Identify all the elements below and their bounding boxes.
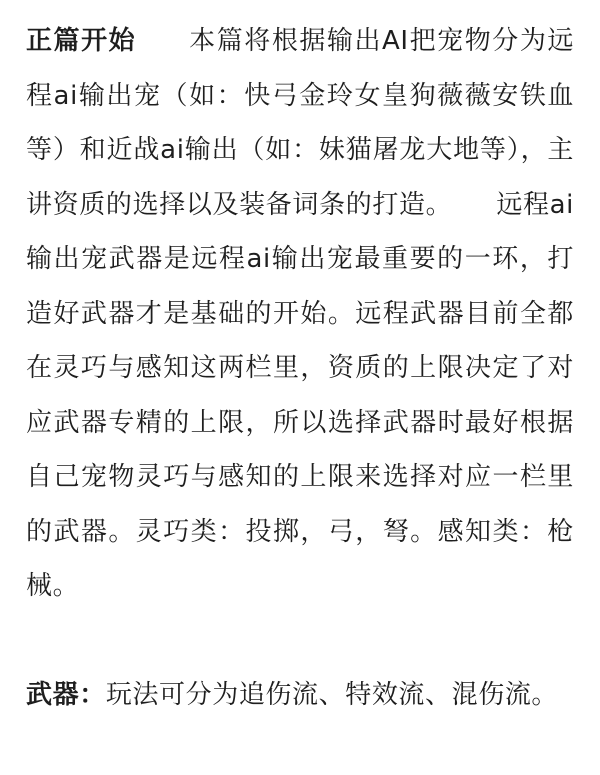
intro-text-part2: 远程ai输出宠武器是远程ai输出宠最重要的一环，打造好武器才是基础的开始。远程武器目前全都在灵巧与感知这两栏里，资质的上限决定了对应武器专精的上限，所以选择武器时最好根据自己宠物灵巧与感知的上限来选择对应一栏里的武器。灵巧类：投掷，弓，弩。感知类：枪械。 [26, 189, 574, 601]
weapons-text: 玩法可分为追伤流、特效流、混伤流。 [105, 680, 559, 710]
section-heading-start: 正篇开始 [26, 26, 137, 56]
section-heading-weapons: 武器： [26, 680, 106, 710]
weapons-paragraph [26, 668, 574, 723]
article-body [26, 14, 574, 723]
intro-text-part1: 本篇将根据输出AI把宠物分为远程ai输出宠（如：快弓金玲女皇狗薇薇安铁血等）和近战ai输出（如：妹猫屠龙大地等），主讲资质的选择以及装备词条的打造。 [26, 26, 574, 220]
intro-paragraph [26, 14, 574, 614]
